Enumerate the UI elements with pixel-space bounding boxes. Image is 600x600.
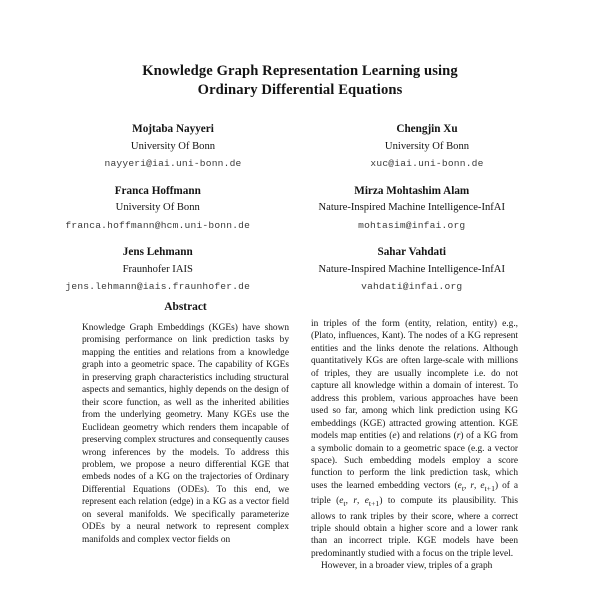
author-entry-2 — [46, 184, 270, 234]
author-name: Sahar Vahdati — [377, 246, 446, 258]
author-row — [46, 122, 554, 172]
left-column — [82, 301, 289, 573]
abstract-heading: Abstract — [164, 301, 207, 313]
author-name: Jens Lehmann — [122, 246, 193, 258]
abstract-text: Knowledge Graph Embeddings (KGEs) have shown promising performance on link prediction tasks by mapping the entities and relations from a knowledge graph into a geometric space. The capability of KGEs in preserving graph characteristics including structural aspects and semantics, highly depends on the design of their score function, as well as the inherited abilities from the underlying geometry. Many KGEs use the Euclidean geometry which renders them incapable of preserving complex structures and consequently causes wrong inferences by the models. To address this problem, we propose a neuro differential KGE that embeds nodes of a KG on the trajectories of Ordinary Differential Equations (ODEs). To this end, we represent each relation (edge) in a KG as a vector field on several manifolds. We specifically parameterize ODEs by a neural network to represent complex manifolds and complex vector fields on — [82, 323, 289, 545]
introduction-paragraph-1: in triples of the form (entity, relation, entity) e.g., (Plato, influences, Kant). The nodes of a KG represent entities and the links denote the relations. Although quantitatively KGs are often large-scale with millions of triples, they are usually incomplete i.e. do not capture all knowledge within a domain of interest. To address this problem, various approaches have been used so far, among which link prediction using KG embeddings (KGE) attracted growing attention. KGE models map entities (e) and relations (r) of a KG from a symbolic domain to a geometric space (e.g. a vector space). Such embedding models employ a score function to perform the link prediction task, which uses the learned embedding vectors ($e_t$, r, $e_{t+1}$) of a triple ($e_t$, r, $e_{t+1}$) to compute its plausibility. This allows to rank triples by their score, where a correct triple should obtain a higher score and a lower rank than an incorrect triple. KGE models have been predominantly studied with a focus on the triple level. — [311, 319, 519, 559]
author-affiliation: University Of Bonn — [384, 140, 470, 152]
author-affiliation: University Of Bonn — [115, 202, 200, 213]
author-entry-1 — [300, 122, 554, 172]
author-entry-4 — [46, 245, 270, 295]
author-email[interactable]: franca.hoffmann@hcm.uni-bonn.de — [65, 219, 251, 231]
author-email[interactable]: vahdati@infai.org — [361, 281, 463, 292]
author-affiliation: University Of Bonn — [130, 140, 216, 152]
author-affiliation: Nature-Inspired Machine Intelligence-InfAI — [318, 202, 505, 213]
author-email[interactable]: mohtasim@infai.org — [358, 219, 466, 231]
author-affiliation: Nature-Inspired Machine Intelligence-InfAI — [318, 263, 505, 275]
author-row — [46, 184, 554, 234]
author-affiliation: Fraunhofer IAIS — [122, 263, 193, 275]
author-name: Chengjin Xu — [396, 123, 458, 135]
page-title — [0, 0, 600, 100]
author-entry-3 — [270, 184, 554, 234]
author-name: Franca Hoffmann — [114, 184, 201, 197]
author-block — [0, 122, 600, 295]
title-line-2: Ordinary Differential Equations — [197, 82, 403, 98]
author-entry-5 — [270, 245, 554, 295]
author-email[interactable]: nayyeri@iai.uni-bonn.de — [104, 158, 242, 169]
author-email[interactable]: jens.lehmann@iais.fraunhofer.de — [65, 281, 251, 292]
author-name: Mirza Mohtashim Alam — [354, 184, 470, 197]
right-column — [311, 318, 518, 573]
body-columns — [0, 301, 600, 573]
title-line-1: Knowledge Graph Representation Learning using — [142, 63, 458, 79]
author-email[interactable]: xuc@iai.uni-bonn.de — [370, 158, 484, 169]
author-entry-0 — [46, 122, 300, 172]
author-name: Mojtaba Nayyeri — [132, 123, 214, 135]
author-row — [46, 245, 554, 295]
introduction-paragraph-2: However, in a broader view, triples of a graph — [321, 561, 493, 572]
